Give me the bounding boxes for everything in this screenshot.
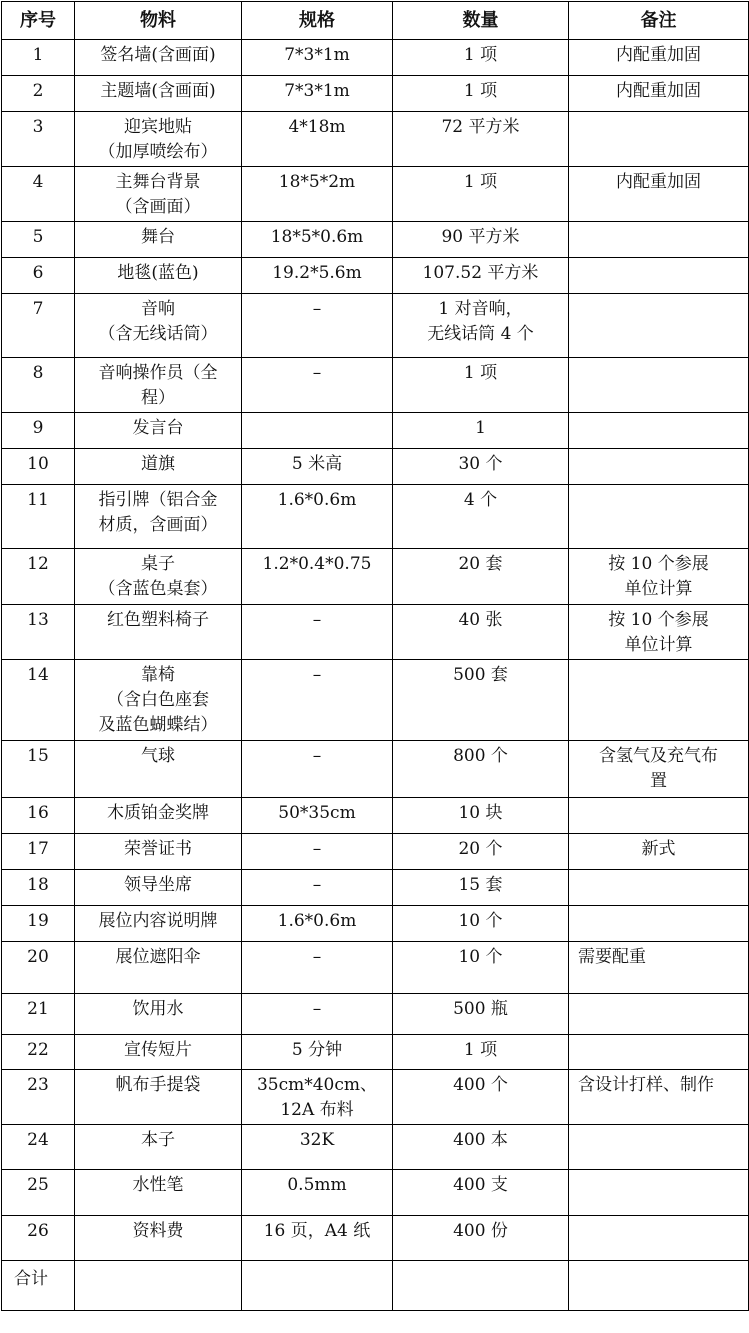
table-row [2, 76, 749, 112]
cell-qty: 10 个 [393, 942, 569, 994]
cell-note: 内配重加固 [569, 76, 749, 112]
cell-item: 舞台 [75, 222, 242, 258]
cell-no: 6 [2, 258, 75, 294]
cell-note [569, 294, 749, 358]
cell-note [569, 1170, 749, 1216]
table-row [2, 834, 749, 870]
table-row [2, 358, 749, 413]
header-row [2, 2, 749, 40]
cell-note [569, 870, 749, 906]
cell-item: 发言台 [75, 413, 242, 449]
cell-qty: 20 套 [393, 549, 569, 605]
cell-item: 主题墙(含画面) [75, 76, 242, 112]
cell-spec: – [242, 358, 393, 413]
cell-item: 桌子 （含蓝色桌套） [75, 549, 242, 605]
cell-no: 16 [2, 798, 75, 834]
header-item: 物料 [75, 2, 242, 40]
cell-note: 新式 [569, 834, 749, 870]
cell-item: 水性笔 [75, 1170, 242, 1216]
cell-spec: 35cm*40cm、 12A 布料 [242, 1070, 393, 1125]
cell-spec: – [242, 294, 393, 358]
table-body [2, 40, 749, 1311]
table-row [2, 1125, 749, 1170]
cell-spec: 0.5mm [242, 1170, 393, 1216]
cell-no: 14 [2, 660, 75, 741]
cell-no: 12 [2, 549, 75, 605]
cell-note [569, 660, 749, 741]
cell-no: 4 [2, 167, 75, 222]
cell-qty: 1 [393, 413, 569, 449]
cell-qty: 40 张 [393, 605, 569, 660]
cell-item: 主舞台背景 （含画面） [75, 167, 242, 222]
cell-no: 19 [2, 906, 75, 942]
cell-spec: 18*5*0.6m [242, 222, 393, 258]
cell-no: 15 [2, 741, 75, 798]
cell-item: 帆布手提袋 [75, 1070, 242, 1125]
cell-item: 展位内容说明牌 [75, 906, 242, 942]
table-row [2, 112, 749, 167]
header-spec: 规格 [242, 2, 393, 40]
cell-note [569, 994, 749, 1035]
cell-spec: 50*35cm [242, 798, 393, 834]
cell-qty: 1 项 [393, 1035, 569, 1070]
cell-spec: 5 分钟 [242, 1035, 393, 1070]
cell-note: 按 10 个参展 单位计算 [569, 549, 749, 605]
cell-qty: 90 平方米 [393, 222, 569, 258]
cell-qty: 15 套 [393, 870, 569, 906]
table-row [2, 485, 749, 549]
cell-spec: 16 页，A4 纸 [242, 1216, 393, 1261]
header-qty: 数量 [393, 2, 569, 40]
cell-qty: 1 项 [393, 40, 569, 76]
cell-note [569, 222, 749, 258]
cell-note [569, 258, 749, 294]
materials-table [1, 1, 749, 1311]
cell-spec: 7*3*1m [242, 76, 393, 112]
cell-item: 荣誉证书 [75, 834, 242, 870]
table-row [2, 798, 749, 834]
cell-no: 5 [2, 222, 75, 258]
cell-note [569, 358, 749, 413]
table-row [2, 906, 749, 942]
table-row [2, 40, 749, 76]
cell-spec: – [242, 942, 393, 994]
table-row [2, 1070, 749, 1125]
cell-qty: 72 平方米 [393, 112, 569, 167]
cell-qty: 10 个 [393, 906, 569, 942]
cell-note: 内配重加固 [569, 40, 749, 76]
table-row [2, 994, 749, 1035]
table-row [2, 449, 749, 485]
cell-no: 22 [2, 1035, 75, 1070]
header-no: 序号 [2, 2, 75, 40]
cell-no: 25 [2, 1170, 75, 1216]
cell-note [569, 798, 749, 834]
cell-spec: 19.2*5.6m [242, 258, 393, 294]
table-row [2, 660, 749, 741]
cell-spec: 4*18m [242, 112, 393, 167]
cell-item: 宣传短片 [75, 1035, 242, 1070]
cell-spec: – [242, 994, 393, 1035]
cell-item: 迎宾地贴 （加厚喷绘布） [75, 112, 242, 167]
cell-note: 按 10 个参展 单位计算 [569, 605, 749, 660]
cell-no: 23 [2, 1070, 75, 1125]
cell-qty: 4 个 [393, 485, 569, 549]
cell-qty: 10 块 [393, 798, 569, 834]
cell-item: 领导坐席 [75, 870, 242, 906]
cell-no: 20 [2, 942, 75, 994]
cell-qty: 800 个 [393, 741, 569, 798]
cell-spec: 32K [242, 1125, 393, 1170]
cell-no: 2 [2, 76, 75, 112]
cell-no: 9 [2, 413, 75, 449]
cell-qty: 20 个 [393, 834, 569, 870]
table-row [2, 222, 749, 258]
table-row [2, 167, 749, 222]
cell-item: 展位遮阳伞 [75, 942, 242, 994]
total-empty-cell [242, 1261, 393, 1311]
cell-note [569, 449, 749, 485]
table-row [2, 1170, 749, 1216]
cell-qty: 107.52 平方米 [393, 258, 569, 294]
cell-qty: 400 份 [393, 1216, 569, 1261]
cell-spec: 1.6*0.6m [242, 485, 393, 549]
cell-no: 24 [2, 1125, 75, 1170]
total-empty-cell [393, 1261, 569, 1311]
cell-note: 需要配重 [569, 942, 749, 994]
cell-qty: 1 对音响， 无线话筒 4 个 [393, 294, 569, 358]
total-label: 合计 [2, 1261, 75, 1311]
cell-note: 内配重加固 [569, 167, 749, 222]
cell-item: 红色塑料椅子 [75, 605, 242, 660]
cell-note [569, 1216, 749, 1261]
cell-item: 气球 [75, 741, 242, 798]
cell-item: 签名墙(含画面) [75, 40, 242, 76]
cell-spec: 18*5*2m [242, 167, 393, 222]
cell-qty: 1 项 [393, 167, 569, 222]
cell-item: 音响操作员（全 程） [75, 358, 242, 413]
total-empty-cell [569, 1261, 749, 1311]
cell-no: 3 [2, 112, 75, 167]
total-row [2, 1261, 749, 1311]
cell-no: 8 [2, 358, 75, 413]
cell-qty: 500 瓶 [393, 994, 569, 1035]
cell-no: 11 [2, 485, 75, 549]
cell-no: 26 [2, 1216, 75, 1261]
cell-no: 13 [2, 605, 75, 660]
table-row [2, 258, 749, 294]
cell-qty: 1 项 [393, 76, 569, 112]
cell-item: 指引牌（铝合金 材质，含画面） [75, 485, 242, 549]
cell-spec: 1.6*0.6m [242, 906, 393, 942]
table-row [2, 942, 749, 994]
table-row [2, 741, 749, 798]
table-row [2, 549, 749, 605]
cell-note [569, 413, 749, 449]
table-row [2, 294, 749, 358]
cell-note: 含氢气及充气布 置 [569, 741, 749, 798]
cell-item: 道旗 [75, 449, 242, 485]
table-row [2, 1035, 749, 1070]
cell-no: 18 [2, 870, 75, 906]
cell-item: 木质铂金奖牌 [75, 798, 242, 834]
table-row [2, 413, 749, 449]
cell-note [569, 112, 749, 167]
cell-note [569, 485, 749, 549]
cell-no: 10 [2, 449, 75, 485]
table-row [2, 1216, 749, 1261]
cell-qty: 500 套 [393, 660, 569, 741]
cell-qty: 400 支 [393, 1170, 569, 1216]
cell-note: 含设计打样、制作 [569, 1070, 749, 1125]
cell-qty: 1 项 [393, 358, 569, 413]
header-note: 备注 [569, 2, 749, 40]
cell-no: 21 [2, 994, 75, 1035]
cell-spec: – [242, 605, 393, 660]
cell-note [569, 1125, 749, 1170]
cell-qty: 400 本 [393, 1125, 569, 1170]
cell-spec: – [242, 741, 393, 798]
cell-spec: – [242, 834, 393, 870]
cell-qty: 400 个 [393, 1070, 569, 1125]
cell-item: 音响 （含无线话筒） [75, 294, 242, 358]
table-row [2, 605, 749, 660]
cell-item: 饮用水 [75, 994, 242, 1035]
cell-spec [242, 413, 393, 449]
cell-item: 本子 [75, 1125, 242, 1170]
cell-qty: 30 个 [393, 449, 569, 485]
cell-item: 资料费 [75, 1216, 242, 1261]
total-empty-cell [75, 1261, 242, 1311]
cell-note [569, 1035, 749, 1070]
cell-spec: 7*3*1m [242, 40, 393, 76]
cell-spec: – [242, 660, 393, 741]
cell-no: 7 [2, 294, 75, 358]
table-row [2, 870, 749, 906]
cell-note [569, 906, 749, 942]
cell-item: 靠椅 （含白色座套 及蓝色蝴蝶结） [75, 660, 242, 741]
cell-no: 1 [2, 40, 75, 76]
cell-item: 地毯(蓝色) [75, 258, 242, 294]
cell-spec: – [242, 870, 393, 906]
cell-no: 17 [2, 834, 75, 870]
cell-spec: 1.2*0.4*0.75 [242, 549, 393, 605]
cell-spec: 5 米高 [242, 449, 393, 485]
